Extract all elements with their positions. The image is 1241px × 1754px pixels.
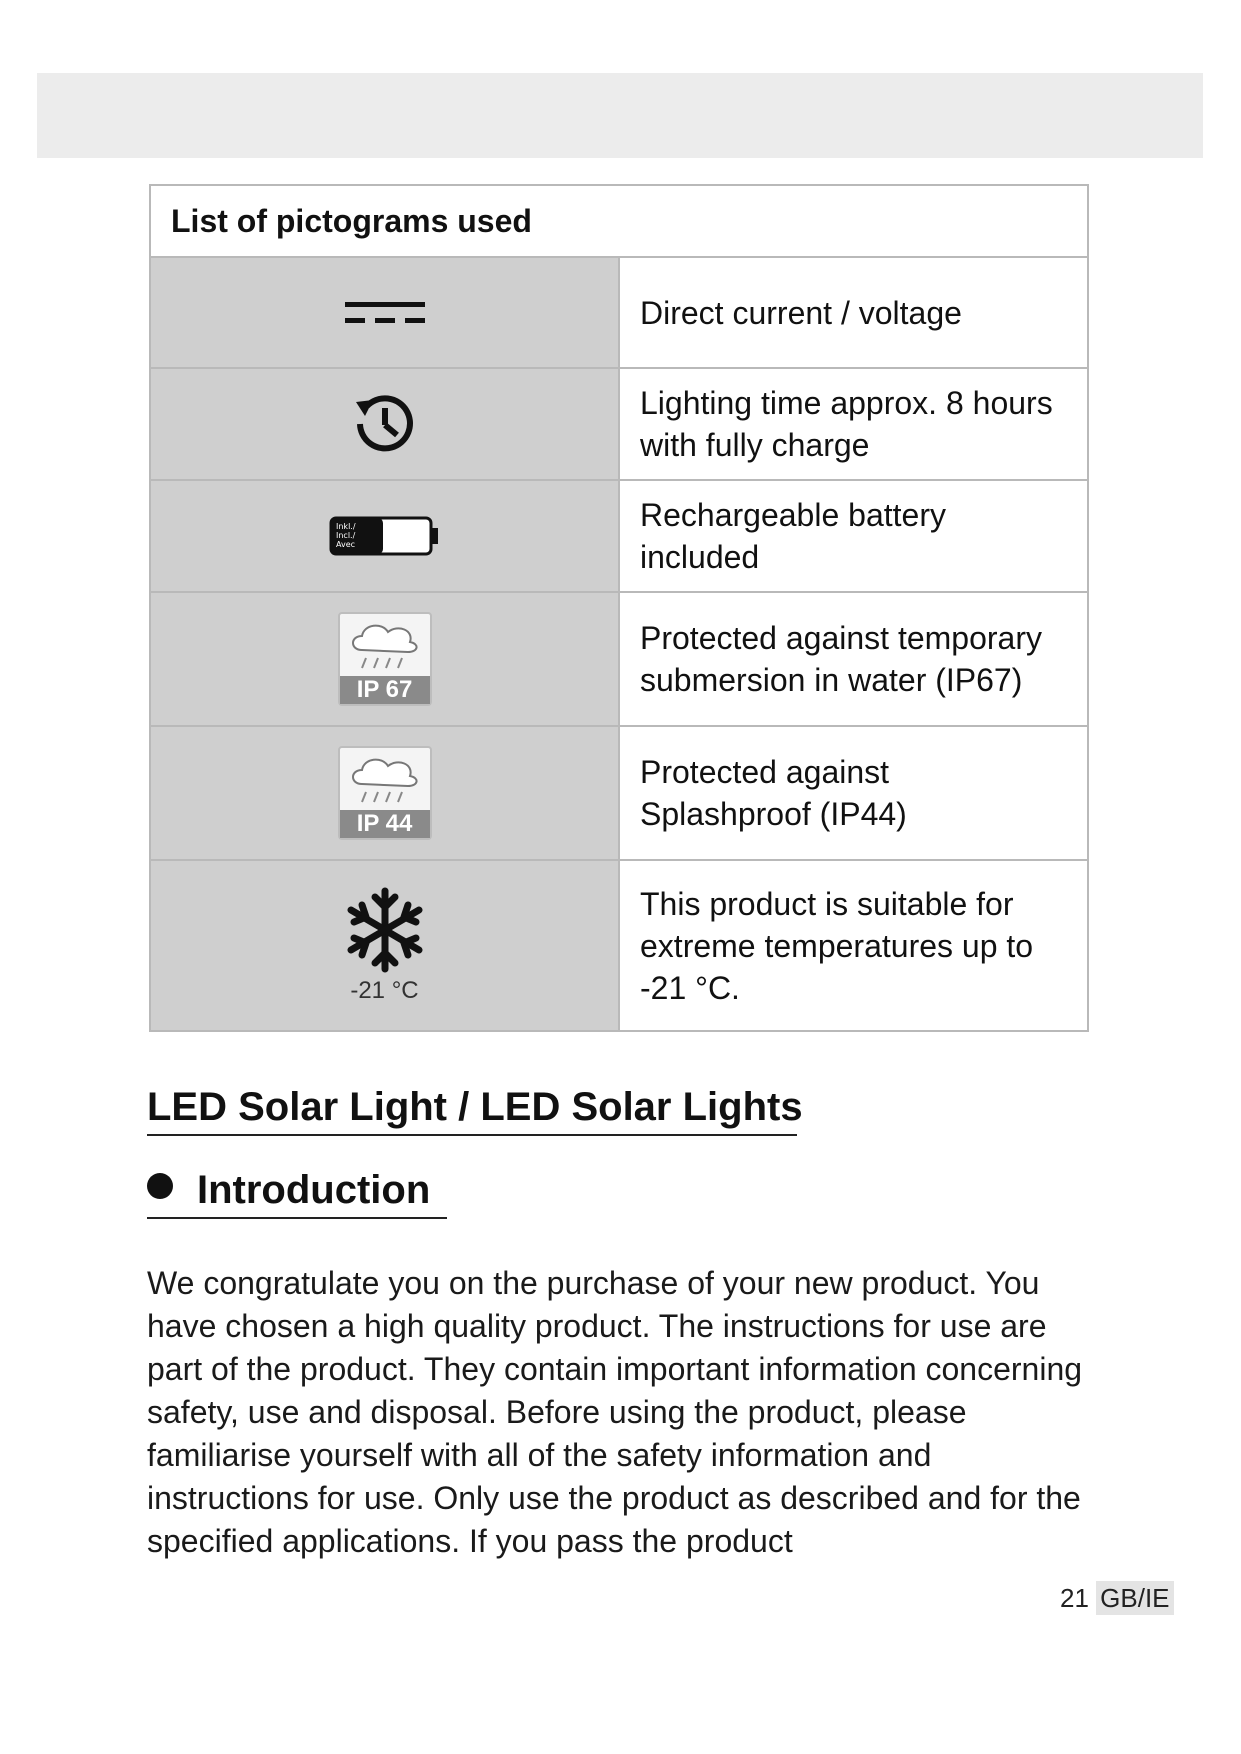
table-row <box>150 257 1088 368</box>
battery-text-3: Avec <box>335 540 355 549</box>
ip67-label: IP 67 <box>340 676 430 704</box>
table-row <box>150 860 1088 1031</box>
battery-text-2: Incl./ <box>335 531 355 540</box>
header-band <box>37 73 1203 158</box>
row-text: Protected against Splashproof (IP44) <box>619 726 1088 860</box>
snowflake-icon <box>342 887 428 973</box>
row-text: Rechargeable battery included <box>619 480 1088 592</box>
section-title: LED Solar Light / LED Solar Lights <box>147 1085 797 1136</box>
subsection-title: Introduction <box>197 1168 431 1212</box>
cloud-rain-icon <box>342 614 428 674</box>
pictogram-table <box>149 184 1089 1032</box>
ip44-label: IP 44 <box>340 810 430 838</box>
table-row <box>150 480 1088 592</box>
bullet-icon <box>147 1173 173 1199</box>
page-number-value: 21 <box>1060 1583 1089 1613</box>
battery-text-1: Inkl./ <box>335 522 356 531</box>
table-row <box>150 592 1088 726</box>
direct-current-icon <box>343 298 427 328</box>
row-text: Protected against temporary submersion in water (IP67) <box>619 592 1088 726</box>
table-row <box>150 368 1088 480</box>
page-number <box>1060 1583 1174 1614</box>
language-code: GB/IE <box>1096 1581 1173 1615</box>
table-row <box>150 726 1088 860</box>
ip67-icon <box>338 612 432 706</box>
row-text: Lighting time approx. 8 hours with fully charge <box>619 368 1088 480</box>
row-text: Direct current / voltage <box>619 257 1088 368</box>
ip44-icon <box>338 746 432 840</box>
subsection-heading <box>147 1168 447 1219</box>
lighting-time-icon <box>353 392 417 456</box>
cloud-rain-icon <box>342 748 428 808</box>
battery-icon <box>329 516 441 556</box>
temperature-label: -21 °C <box>350 976 419 1004</box>
table-title: List of pictograms used <box>150 185 1088 257</box>
row-text: This product is suitable for extreme temperatures up to -21 °C. <box>619 860 1088 1031</box>
intro-paragraph: We congratulate you on the purchase of your new product. You have chosen a high quality product. The instructions for use are part of the product. They contain important information concerning safety, use and disposal. Before using the product, please familiarise yourself with all of the safety information and instructions for use. Only use the product as described and for the specified applications. If you pass the product <box>147 1265 1083 1559</box>
